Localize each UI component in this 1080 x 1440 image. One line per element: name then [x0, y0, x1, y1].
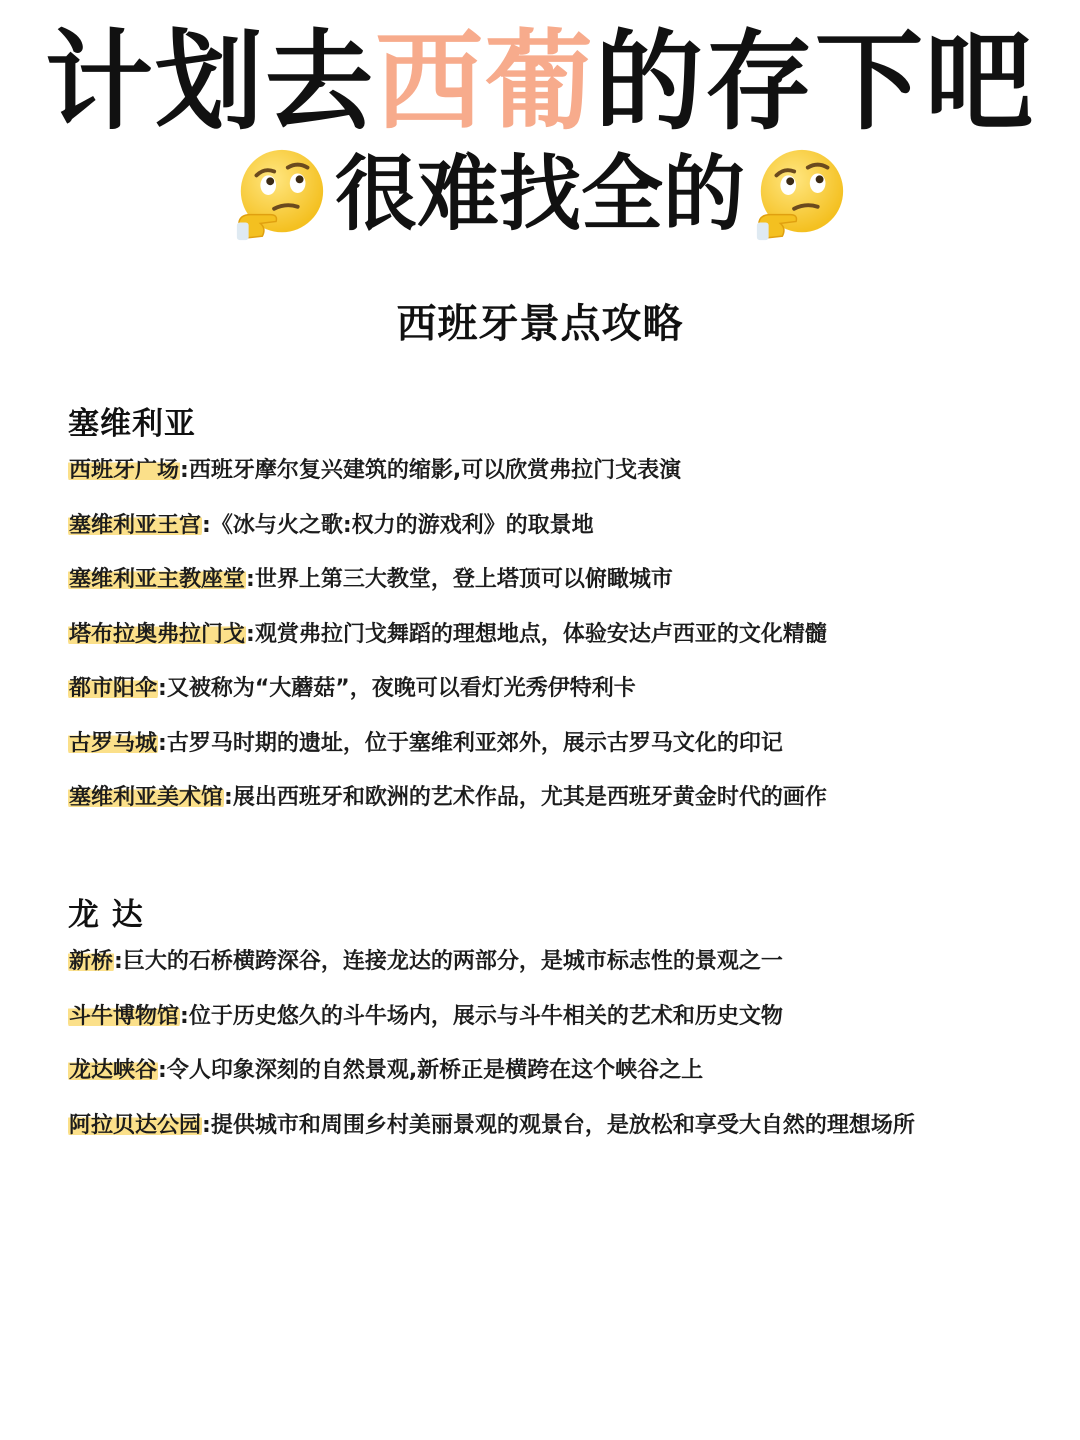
attraction-name: 阿拉贝达公园	[69, 1112, 202, 1138]
headline-post: 的存下吧	[595, 20, 1036, 145]
attraction-name: 龙达峡谷	[69, 1058, 158, 1083]
list-item	[68, 511, 1028, 566]
thinking-face-icon	[751, 146, 849, 244]
list-item	[68, 1111, 1028, 1166]
attraction-desc: :巨大的石桥横跨深谷，连接龙达的两部分，是城市标志性的景观之一	[114, 949, 783, 974]
attraction-name: 古罗马城	[69, 730, 158, 756]
list-item	[68, 783, 1028, 838]
guide-title: 西班牙景点攻略	[396, 301, 684, 347]
list-item	[68, 620, 1028, 675]
headline-highlight: 西葡	[374, 20, 595, 145]
attraction-desc: :古罗马时期的遗址，位于塞维利亚郊外，展示古罗马文化的印记	[158, 730, 783, 756]
attraction-desc: :令人印象深刻的自然景观,新桥正是横跨在这个峡谷之上	[158, 1058, 704, 1083]
attraction-name: 西班牙广场	[69, 458, 180, 483]
attraction-desc: :《冰与火之歌:权力的游戏利》的取景地	[202, 512, 594, 538]
attraction-name: 塞维利亚主教座堂	[69, 567, 246, 592]
attraction-name: 塞维利亚美术馆	[69, 785, 224, 810]
attraction-desc: :位于历史悠久的斗牛场内，展示与斗牛相关的艺术和历史文物	[180, 1003, 783, 1029]
attraction-name: 塔布拉奥弗拉门戈	[69, 621, 246, 647]
attraction-name: 斗牛博物馆	[69, 1003, 180, 1029]
section-seville	[68, 404, 1028, 838]
headline-pre: 计划去	[44, 20, 375, 145]
attraction-desc: :又被称为“大蘑菇”，夜晚可以看灯光秀伊特利卡	[158, 676, 636, 701]
list-item	[68, 947, 1028, 1002]
subline-text: 很难找全的	[334, 147, 745, 242]
list-item	[68, 456, 1028, 511]
section-heading: 塞维利亚	[68, 406, 196, 442]
attraction-desc: :世界上第三大教堂，登上塔顶可以俯瞰城市	[246, 567, 673, 592]
attraction-desc: :西班牙摩尔复兴建筑的缩影,可以欣赏弗拉门戈表演	[180, 458, 682, 483]
list-item	[68, 1002, 1028, 1057]
attraction-name: 都市阳伞	[69, 676, 158, 701]
thinking-face-icon	[231, 146, 329, 244]
attraction-desc: :展出西班牙和欧洲的艺术作品，尤其是西班牙黄金时代的画作	[224, 785, 827, 810]
list-item	[68, 1056, 1028, 1111]
attraction-desc: :提供城市和周围乡村美丽景观的观景台，是放松和享受大自然的理想场所	[202, 1112, 915, 1138]
attraction-desc: :观赏弗拉门戈舞蹈的理想地点，体验安达卢西亚的文化精髓	[246, 621, 827, 647]
headline	[0, 18, 1080, 148]
list-item	[68, 674, 1028, 729]
list-item	[68, 729, 1028, 784]
list-item	[68, 565, 1028, 620]
subline-row	[0, 140, 1080, 250]
attraction-name: 塞维利亚王宫	[69, 512, 202, 538]
attraction-name: 新桥	[69, 949, 114, 974]
section-heading: 龙 达	[68, 897, 144, 933]
section-ronda	[68, 895, 1028, 1165]
